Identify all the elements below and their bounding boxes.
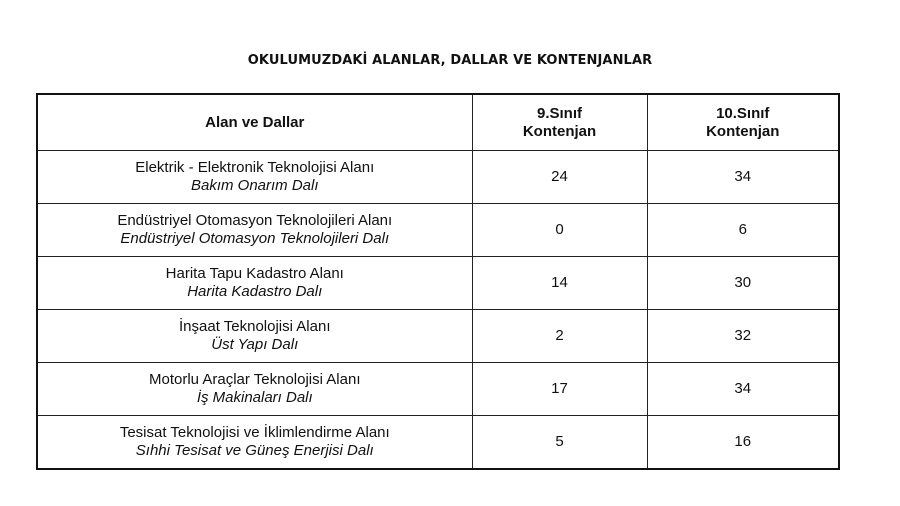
grade9-quota: 2	[472, 310, 647, 363]
header-grade9-line2: Kontenjan	[522, 122, 597, 140]
area-cell	[37, 363, 472, 416]
table-row	[37, 416, 839, 470]
header-grade10-line2: Kontenjan	[706, 122, 780, 140]
table-header-row	[37, 94, 839, 151]
table-row	[37, 363, 839, 416]
branch-name: Sıhhi Tesisat ve Güneş Enerjisi Dalı	[135, 442, 374, 459]
header-grade9	[472, 94, 647, 151]
branch-name: Harita Kadastro Dalı	[187, 283, 323, 300]
grade9-quota: 0	[472, 204, 647, 257]
branch-name: Üst Yapı Dalı	[211, 336, 299, 353]
grade9-quota: 5	[472, 416, 647, 470]
grade10-quota: 34	[647, 151, 839, 204]
branch-name: İş Makinaları Dalı	[196, 389, 313, 406]
grade9-quota: 24	[472, 151, 647, 204]
area-cell	[37, 310, 472, 363]
table-row	[37, 257, 839, 310]
area-cell	[37, 204, 472, 257]
header-grade10-line1: 10.Sınıf	[716, 104, 770, 122]
area-name: İnşaat Teknolojisi Alanı	[179, 318, 331, 335]
header-grade10	[647, 94, 839, 151]
grade10-quota: 32	[647, 310, 839, 363]
grade10-quota: 34	[647, 363, 839, 416]
area-name: Endüstriyel Otomasyon Teknolojileri Alanı	[117, 212, 393, 229]
grade10-quota: 30	[647, 257, 839, 310]
area-cell	[37, 151, 472, 204]
header-grade9-line1: 9.Sınıf	[536, 104, 582, 122]
area-name: Elektrik - Elektronik Teknolojisi Alanı	[135, 159, 375, 176]
area-cell	[37, 257, 472, 310]
header-area-label: Alan ve Dallar	[205, 113, 305, 131]
area-name: Motorlu Araçlar Teknolojisi Alanı	[149, 371, 361, 388]
area-name: Tesisat Teknolojisi ve İklimlendirme Alanı	[119, 424, 390, 441]
grade9-quota: 17	[472, 363, 647, 416]
grade9-quota: 14	[472, 257, 647, 310]
branch-name: Endüstriyel Otomasyon Teknolojileri Dalı	[120, 230, 390, 247]
header-area	[37, 94, 472, 151]
area-name: Harita Tapu Kadastro Alanı	[165, 265, 344, 282]
table-row	[37, 204, 839, 257]
page-title: OKULUMUZDAKİ ALANLAR, DALLAR VE KONTENJANLAR	[247, 53, 653, 68]
grade10-quota: 16	[647, 416, 839, 470]
branch-name: Bakım Onarım Dalı	[190, 177, 319, 194]
quota-table	[36, 93, 840, 470]
table-row	[37, 310, 839, 363]
grade10-quota: 6	[647, 204, 839, 257]
area-cell	[37, 416, 472, 470]
table-row	[37, 151, 839, 204]
